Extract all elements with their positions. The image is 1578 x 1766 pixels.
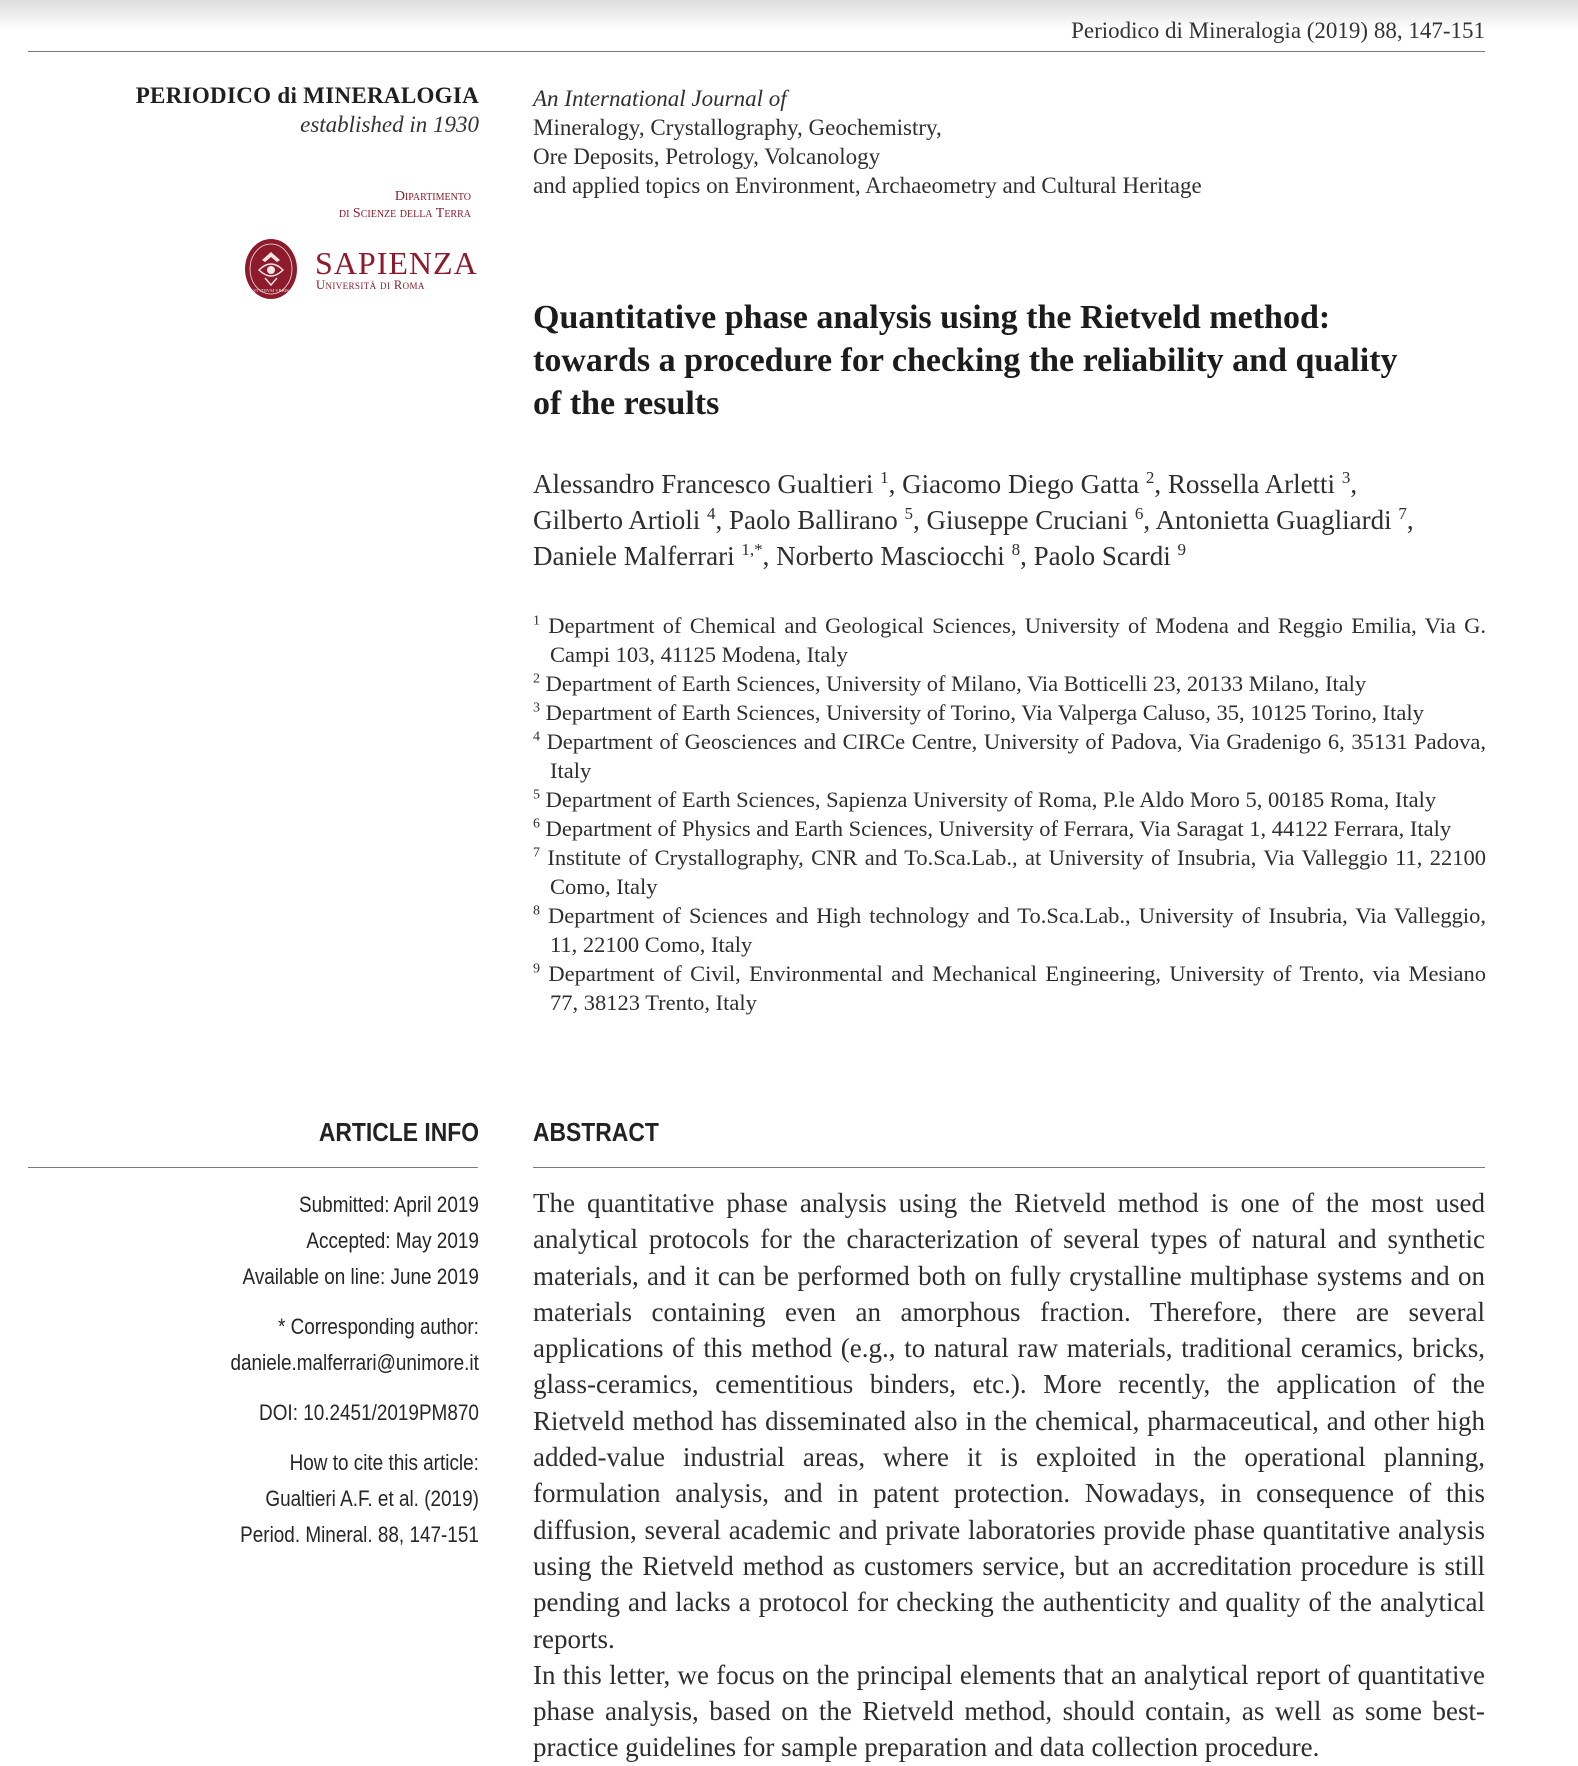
submitted-date: Submitted: April 2019 [299,1192,479,1217]
title-line: Quantitative phase analysis using the Rietveld method: [533,299,1331,336]
affiliation: $^2$ Department of Earth Sciences, University of Milano, Via Botticelli 23, 20133 Milano, Italy [533,671,1367,696]
scope-line: and applied topics on Environment, Archaeometry and Cultural Heritage [533,173,1202,198]
abstract-rule [533,1167,1485,1168]
author: Gilberto Artioli $^4$, [533,504,729,535]
author: Rossella Arletti $^3$, [1167,468,1358,499]
journal-name: PERIODICO di MINERALOGIA [135,83,479,108]
abstract-paragraph: The quantitative phase analysis using the Rietveld method is one of the most used analytical protocols for the characterization of several types of natural and synthetic materials, and it can be performed both on fully crystalline multiphase systems and on materials containing even an amorphous fraction. Therefore, there are several applications of this method (e.g., to natural raw materials, traditional ceramics, bricks, glass-ceramics, cementitious binders, etc.). More recently, the application of the Rietveld method has disseminated also in the chemical, pharmaceutical, and other high added-value industrial areas, where it is exploited in the operational planning, formulation analysis, and in patent protection. Nowadays, in consequence of this diffusion, several academic and private laboratories provide phase quantitative analysis using the Rietveld method as customers service, but an accreditation procedure is still pending and lacks a protocol for checking the authenticity and quality of the analytical reports. [533,1188,1485,1654]
author: Giuseppe Cruciani $^6$, [926,504,1156,535]
article-title [533,296,1483,425]
abstract-heading: ABSTRACT [533,1117,659,1147]
abstract-body [533,1185,1485,1766]
author: Paolo Ballirano $^5$, [728,504,927,535]
available-date: Available on line: June 2019 [242,1264,479,1289]
journal-scope [533,84,1202,200]
scope-line: Mineralogy, Crystallography, Geochemistry, [533,115,942,140]
department-label [339,188,471,222]
university-name: SAPIENZA [315,245,478,281]
abstract-paragraph: In this letter, we focus on the principal elements that an analytical report of quantitative phase analysis, based on the Rietveld method, should contain, as well as some best-practice guidelines for sample preparation and data collection procedure. [533,1659,1485,1763]
affiliation: $^5$ Department of Earth Sciences, Sapienza University of Roma, P.le Aldo Moro 5, 00185 Roma, Italy [533,787,1437,812]
author: Daniele Malferrari $^{1,*}$, [533,540,777,571]
accepted-date: Accepted: May 2019 [306,1228,479,1253]
corresponding-email-link[interactable]: daniele.malferrari@unimore.it [230,1350,479,1375]
affiliation: $^4$ Department of Geosciences and CIRCe Centre, University of Padova, Via Gradenigo 6, 35131 Padova, Italy [533,729,1486,783]
article-info-heading: ARTICLE INFO [318,1117,479,1147]
university-subtitle: Università di Roma [316,278,425,292]
author: Giacomo Diego Gatta $^2$, [902,468,1168,499]
cite-label: How to cite this article: [289,1450,479,1475]
department-line-1: Dipartimento [394,189,471,204]
author-list [533,466,1493,574]
affiliation: $^9$ Department of Civil, Environmental and Mechanical Engineering, University of Trento, via Mesiano 77, 38123 Trento, Italy [533,961,1487,1015]
cite-line: Period. Mineral. 88, 147-151 [240,1522,479,1547]
cite-line: Gualtieri A.F. et al. (2019) [265,1486,479,1511]
scope-lead: An International Journal of [533,86,787,111]
scope-line: Ore Deposits, Petrology, Volcanology [533,144,881,169]
corresponding-author-label: * Corresponding author: [278,1314,479,1339]
department-line-2: di Scienze della Terra [338,206,471,221]
author: Alessandro Francesco Gualtieri $^1$, [533,468,903,499]
journal-established: established in 1930 [300,112,479,137]
affiliation-list [533,611,1486,1017]
affiliation: $^7$ Institute of Crystallography, CNR and To.Sca.Lab., at University of Insubria, Via Valleggio 11, 22100 Como, Italy [533,845,1486,899]
seal-text: STVDIVM VRBIS [253,288,289,293]
affiliation: $^3$ Department of Earth Sciences, University of Torino, Via Valperga Caluso, 35, 10125 Torino, Italy [533,700,1424,725]
affiliation: $^6$ Department of Physics and Earth Sciences, University of Ferrara, Via Saragat 1, 44122 Ferrara, Italy [533,816,1452,841]
author: Norberto Masciocchi $^8$, [776,540,1034,571]
article-info-rule [28,1167,478,1168]
affiliation: $^8$ Department of Sciences and High technology and To.Sca.Lab., University of Insubria, Via Valleggio, 11, 22100 Como, Italy [533,903,1486,957]
author: Paolo Scardi $^9$ [1033,540,1187,571]
running-head: Periodico di Mineralogia (2019) 88, 147-151 [1071,18,1485,43]
title-line: of the results [533,385,720,422]
doi-link[interactable]: DOI: 10.2451/2019PM870 [259,1400,479,1425]
title-line: towards a procedure for checking the reliability and quality [533,342,1398,379]
author: Antonietta Guagliardi $^7$, [1155,504,1414,535]
affiliation: $^1$ Department of Chemical and Geological Sciences, University of Modena and Reggio Emilia, Via G. Campi 103, 41125 Modena, Italy [533,613,1486,667]
sapienza-seal-logo [244,238,298,300]
article-info [231,1187,479,1553]
header-rule [28,51,1485,52]
